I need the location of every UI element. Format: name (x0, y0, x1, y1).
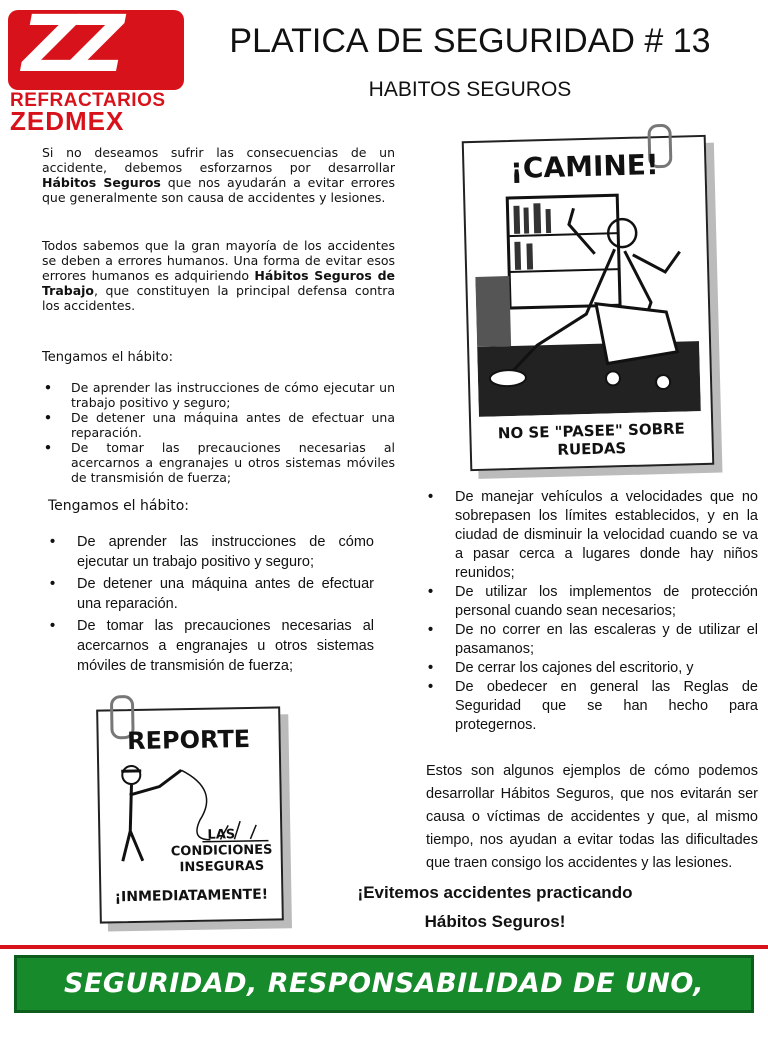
poster-camine-caption-2: RUEDAS (557, 439, 627, 459)
poster-reporte-line-3: INSEGURAS (179, 858, 265, 876)
intro-paragraph-2 (42, 238, 395, 313)
habit-heading-1: Tengamos el hábito: (42, 350, 173, 365)
list-item: • De obedecer en general las Reglas de Seguridad que se han hecho para protegernos. (426, 678, 758, 735)
page-subtitle: HABITOS SEGUROS (368, 78, 572, 101)
intro-1-bold: Hábitos Seguros (42, 175, 161, 190)
list-item: • De detener una máquina antes de efectuar una reparación. (48, 574, 374, 614)
footer-banner-text: SEGURIDAD, RESPONSABILIDAD DE UNO, TAREA DE TODOS (64, 968, 704, 1051)
poster-camine-caption (471, 419, 712, 461)
intro-1-text-c: que nos ayudarán a evitar errores que generalmente son causa de accidentes y lesiones. (42, 175, 395, 205)
habit-list-1 (42, 380, 395, 485)
office-chair-illustration (473, 191, 701, 417)
poster-reporte (96, 706, 284, 923)
list-item: • De aprender las instrucciones de cómo ejecutar un trabajo positivo y seguro; (42, 380, 395, 410)
intro-2-text-a: Todos sabemos que la gran mayoría de los accidentes se deben a errores humanos. Una forma de evitar esos errores humanos es adquiriendo (42, 238, 395, 283)
list-item: • De tomar las precauciones necesarias al acercarnos a engranajes u otros sistemas móviles de transmisión de fuerza; (42, 440, 395, 485)
habit-list-2 (48, 532, 374, 676)
footer-divider (0, 945, 768, 949)
poster-reporte-line-2: CONDICIONES (170, 842, 273, 860)
summary-paragraph: Estos son algunos ejemplos de cómo podemos desarrollar Hábitos Seguros, que nos evitarán ser causa o víctimas de accidentes y que, al mismo tiempo, nos ayudan a evitar todas las dificultades que traen consigo los accidentes y las lesiones. (426, 763, 758, 871)
closing-line-1: ¡Evitemos accidentes practicando (357, 883, 633, 902)
page-title: PLATICA DE SEGURIDAD # 13 (229, 22, 711, 60)
list-item: • De aprender las instrucciones de cómo ejecutar un trabajo positivo y seguro; (48, 532, 374, 572)
company-logo (8, 0, 184, 136)
poster-camine-caption-1: NO SE "PASEE" SOBRE (497, 419, 686, 443)
poster-reporte-text (162, 826, 281, 876)
intro-1-text-a: Si no deseamos sufrir las consecuencias de un accidente, debemos esforzarnos por desarrollar (42, 145, 395, 175)
intro-2-text-c: , que constituyen la principal defensa contra los accidentes. (42, 283, 395, 313)
habit-heading-2: Tengamos el hábito: (48, 498, 190, 514)
list-item: • De manejar vehículos a velocidades que no sobrepasen los límites establecidos, y en la ciudad de disminuir la velocidad cuando se va a pasar cerca a lugares donde hay niños reunidos; (426, 488, 758, 583)
intro-2-bold: Hábitos Seguros de Trabajo (42, 268, 395, 298)
poster-reporte-footer: ¡INMEDIATAMENTE! (114, 886, 269, 906)
list-item: • De cerrar los cajones del escritorio, y (426, 659, 758, 678)
poster-reporte-line-1: LAS (207, 827, 236, 843)
intro-paragraph-1 (42, 145, 395, 205)
closing-line-2: Hábitos Seguros! (424, 912, 566, 931)
list-item: • De tomar las precauciones necesarias al acercarnos a engranajes u otros sistemas móviles de transmisión de fuerza; (48, 616, 374, 676)
list-item: • De detener una máquina antes de efectuar una reparación. (42, 410, 395, 440)
logo-line-2: ZEDMEX (10, 106, 125, 136)
habit-list-3 (426, 488, 758, 735)
list-item: • De utilizar los implementos de protección personal cuando sean necesarios; (426, 583, 758, 621)
logo-letters: ZZ (22, 0, 116, 90)
list-item: • De no correr en las escaleras y de utilizar el pasamanos; (426, 621, 758, 659)
poster-reporte-title: REPORTE (126, 724, 251, 756)
footer-banner (14, 955, 754, 1051)
poster-camine (462, 135, 715, 471)
poster-camine-title: ¡CAMINE! (509, 148, 660, 185)
logo-line-1: REFRACTARIOS (10, 90, 166, 111)
logo-mark (8, 0, 184, 90)
closing-message (345, 878, 645, 936)
